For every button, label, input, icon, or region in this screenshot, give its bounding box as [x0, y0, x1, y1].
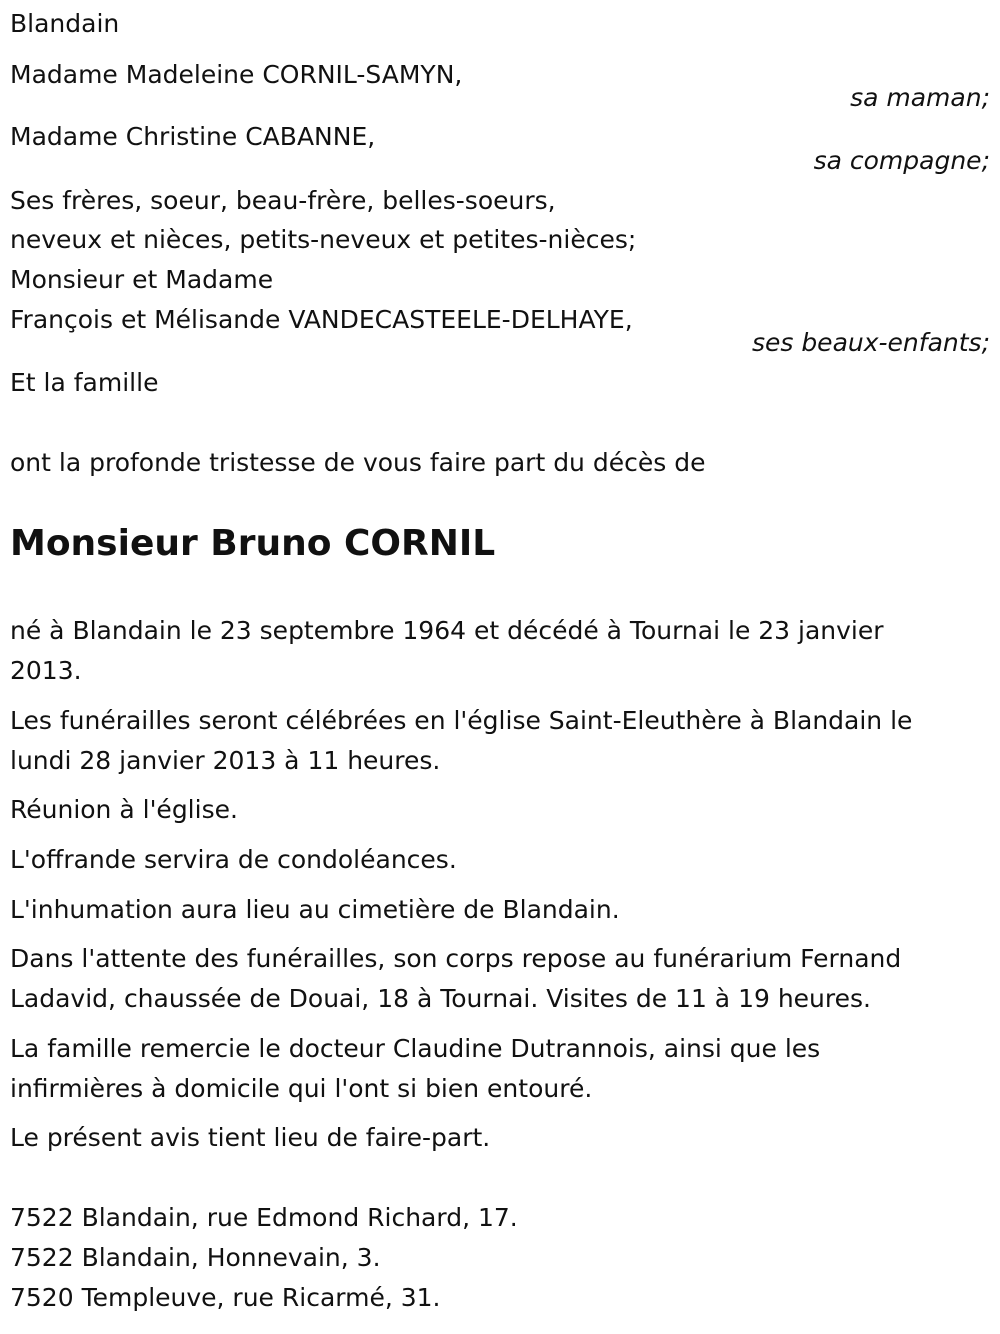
announcement-text: ont la profonde tristesse de vous faire part du décès de: [10, 448, 706, 477]
burial-text: L'inhumation aura lieu au cimetière de Blandain.: [10, 895, 620, 924]
address-line: 7522 Blandain, Honnevain, 3.: [10, 1243, 381, 1272]
rest-line-2: Ladavid, chaussée de Douai, 18 à Tournai. Visites de 11 à 19 heures.: [10, 984, 871, 1013]
rest-line-1: Dans l'attente des funérailles, son corps repose au funérarium Fernand: [10, 944, 902, 973]
thanks-line-2: infirmières à domicile qui l'ont si bien entouré.: [10, 1074, 593, 1103]
siblings-line-2: neveux et nièces, petits-neveux et petites-nièces;: [10, 225, 637, 254]
deceased-name: Monsieur Bruno CORNIL: [10, 523, 496, 564]
town-heading: Blandain: [10, 9, 120, 38]
birth-death-line-2: 2013.: [10, 656, 82, 685]
address-line: 7520 Templeuve, rue Ricarmé, 31.: [10, 1283, 441, 1312]
family-line: Et la famille: [10, 368, 159, 397]
address-line: 7522 Blandain, rue Edmond Richard, 17.: [10, 1203, 518, 1232]
thanks-line-1: La famille remercie le docteur Claudine Dutrannois, ainsi que les: [10, 1034, 821, 1063]
birth-death-line-1: né à Blandain le 23 septembre 1964 et décédé à Tournai le 23 janvier: [10, 616, 884, 645]
stepchildren-line-2: François et Mélisande VANDECASTEELE-DELHAYE,: [10, 305, 633, 334]
meeting-text: Réunion à l'église.: [10, 795, 238, 824]
stepchildren-relation: ses beaux-enfants;: [751, 328, 990, 357]
siblings-line-1: Ses frères, soeur, beau-frère, belles-soeurs,: [10, 186, 556, 215]
mother-relation: sa maman;: [850, 83, 990, 112]
stepchildren-line-1: Monsieur et Madame: [10, 265, 274, 294]
offering-text: L'offrande servira de condoléances.: [10, 845, 457, 874]
partner-relation: sa compagne;: [813, 146, 990, 175]
partner-name: Madame Christine CABANNE,: [10, 122, 376, 151]
funeral-line-1: Les funérailles seront célébrées en l'église Saint-Eleuthère à Blandain le: [10, 706, 913, 735]
funeral-line-2: lundi 28 janvier 2013 à 11 heures.: [10, 746, 441, 775]
mother-name: Madame Madeleine CORNIL-SAMYN,: [10, 60, 463, 89]
notice-text: Le présent avis tient lieu de faire-part.: [10, 1123, 491, 1152]
